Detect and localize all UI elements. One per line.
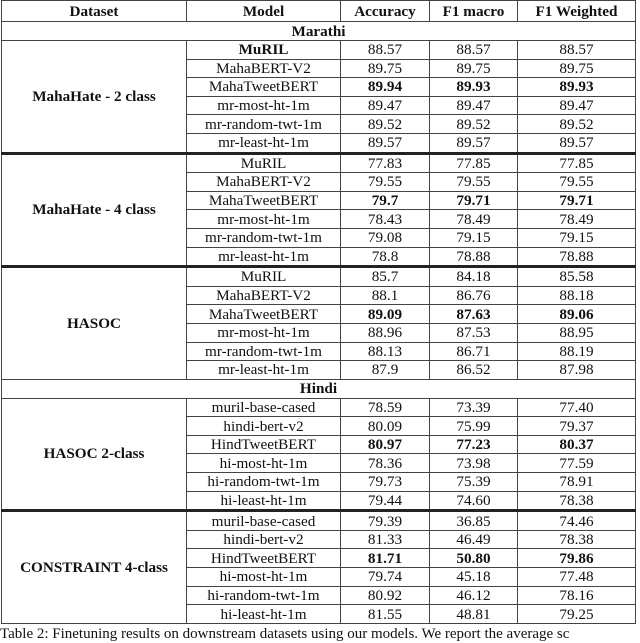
f1-macro-cell: 89.52 xyxy=(430,115,518,134)
header-f1-weighted: F1 Weighted xyxy=(518,1,636,22)
table-caption: Table 2: Finetuning results on downstream datasets using our models. We report the average sc xyxy=(0,626,570,642)
f1-macro-cell: 87.53 xyxy=(430,323,518,342)
f1-weighted-cell: 77.85 xyxy=(518,153,636,173)
accuracy-cell: 79.74 xyxy=(341,568,430,587)
accuracy-cell: 81.71 xyxy=(341,549,430,568)
model-cell: HindTweetBERT xyxy=(187,435,341,454)
f1-macro-cell: 89.57 xyxy=(430,133,518,153)
table-row xyxy=(2,153,636,173)
f1-macro-cell: 84.18 xyxy=(430,267,518,287)
model-cell: MuRIL xyxy=(187,267,341,287)
accuracy-cell: 89.94 xyxy=(341,78,430,97)
f1-weighted-cell: 89.57 xyxy=(518,133,636,153)
dataset-cell: MahaHate - 2 class xyxy=(2,41,187,154)
model-cell: hindi-bert-v2 xyxy=(187,417,341,436)
f1-weighted-cell: 88.18 xyxy=(518,286,636,305)
accuracy-cell: 88.96 xyxy=(341,323,430,342)
f1-weighted-cell: 78.38 xyxy=(518,530,636,549)
language-row xyxy=(2,22,636,41)
f1-weighted-cell: 80.37 xyxy=(518,435,636,454)
model-cell: hi-most-ht-1m xyxy=(187,454,341,473)
f1-weighted-cell: 88.57 xyxy=(518,41,636,60)
header-model: Model xyxy=(187,1,341,22)
accuracy-cell: 79.55 xyxy=(341,173,430,192)
accuracy-cell: 88.57 xyxy=(341,41,430,60)
f1-macro-cell: 50.80 xyxy=(430,549,518,568)
f1-macro-cell: 77.23 xyxy=(430,435,518,454)
accuracy-cell: 89.52 xyxy=(341,115,430,134)
f1-weighted-cell: 79.71 xyxy=(518,191,636,210)
f1-macro-cell: 86.76 xyxy=(430,286,518,305)
accuracy-cell: 79.44 xyxy=(341,491,430,511)
accuracy-cell: 79.7 xyxy=(341,191,430,210)
f1-weighted-cell: 78.16 xyxy=(518,586,636,605)
model-cell: MahaTweetBERT xyxy=(187,305,341,324)
model-cell: hi-random-twt-1m xyxy=(187,586,341,605)
f1-weighted-cell: 89.47 xyxy=(518,96,636,115)
f1-macro-cell: 79.15 xyxy=(430,228,518,247)
accuracy-cell: 78.36 xyxy=(341,454,430,473)
f1-weighted-cell: 77.59 xyxy=(518,454,636,473)
accuracy-cell: 87.9 xyxy=(341,361,430,380)
f1-weighted-cell: 89.93 xyxy=(518,78,636,97)
table-row xyxy=(2,41,636,60)
f1-weighted-cell: 78.91 xyxy=(518,473,636,492)
f1-macro-cell: 89.47 xyxy=(430,96,518,115)
language-label: Hindi xyxy=(2,379,636,398)
results-table xyxy=(1,0,636,624)
accuracy-cell: 80.97 xyxy=(341,435,430,454)
f1-macro-cell: 89.75 xyxy=(430,59,518,78)
model-cell: muril-base-cased xyxy=(187,511,341,531)
f1-macro-cell: 78.49 xyxy=(430,210,518,229)
model-cell: mr-least-ht-1m xyxy=(187,247,341,267)
model-cell: hi-random-twt-1m xyxy=(187,473,341,492)
accuracy-cell: 78.59 xyxy=(341,398,430,417)
f1-weighted-cell: 85.58 xyxy=(518,267,636,287)
accuracy-cell: 89.47 xyxy=(341,96,430,115)
model-cell: mr-most-ht-1m xyxy=(187,96,341,115)
accuracy-cell: 79.08 xyxy=(341,228,430,247)
table-row xyxy=(2,398,636,417)
f1-weighted-cell: 79.15 xyxy=(518,228,636,247)
f1-weighted-cell: 77.48 xyxy=(518,568,636,587)
model-cell: mr-random-twt-1m xyxy=(187,342,341,361)
language-label: Marathi xyxy=(2,22,636,41)
model-cell: mr-random-twt-1m xyxy=(187,228,341,247)
model-cell: MuRIL xyxy=(187,153,341,173)
accuracy-cell: 88.13 xyxy=(341,342,430,361)
model-cell: MahaBERT-V2 xyxy=(187,286,341,305)
f1-weighted-cell: 78.88 xyxy=(518,247,636,267)
model-cell: MahaTweetBERT xyxy=(187,191,341,210)
accuracy-cell: 77.83 xyxy=(341,153,430,173)
f1-macro-cell: 78.88 xyxy=(430,247,518,267)
f1-macro-cell: 79.71 xyxy=(430,191,518,210)
f1-weighted-cell: 78.38 xyxy=(518,491,636,511)
model-cell: hindi-bert-v2 xyxy=(187,530,341,549)
header-row xyxy=(2,1,636,22)
f1-weighted-cell: 79.37 xyxy=(518,417,636,436)
f1-weighted-cell: 89.52 xyxy=(518,115,636,134)
f1-weighted-cell: 74.46 xyxy=(518,511,636,531)
f1-macro-cell: 79.55 xyxy=(430,173,518,192)
model-cell: mr-most-ht-1m xyxy=(187,323,341,342)
f1-weighted-cell: 77.40 xyxy=(518,398,636,417)
header-f1-macro: F1 macro xyxy=(430,1,518,22)
model-cell: mr-random-twt-1m xyxy=(187,115,341,134)
f1-weighted-cell: 78.49 xyxy=(518,210,636,229)
f1-macro-cell: 75.39 xyxy=(430,473,518,492)
accuracy-cell: 78.8 xyxy=(341,247,430,267)
accuracy-cell: 89.75 xyxy=(341,59,430,78)
f1-macro-cell: 46.12 xyxy=(430,586,518,605)
f1-macro-cell: 77.85 xyxy=(430,153,518,173)
f1-macro-cell: 89.93 xyxy=(430,78,518,97)
model-cell: mr-least-ht-1m xyxy=(187,133,341,153)
f1-macro-cell: 87.63 xyxy=(430,305,518,324)
f1-macro-cell: 36.85 xyxy=(430,511,518,531)
table-row xyxy=(2,267,636,287)
f1-macro-cell: 86.52 xyxy=(430,361,518,380)
f1-weighted-cell: 88.19 xyxy=(518,342,636,361)
f1-macro-cell: 46.49 xyxy=(430,530,518,549)
accuracy-cell: 80.09 xyxy=(341,417,430,436)
accuracy-cell: 89.57 xyxy=(341,133,430,153)
model-cell: MahaBERT-V2 xyxy=(187,59,341,78)
f1-macro-cell: 75.99 xyxy=(430,417,518,436)
f1-macro-cell: 86.71 xyxy=(430,342,518,361)
model-cell: hi-most-ht-1m xyxy=(187,568,341,587)
model-cell: MahaBERT-V2 xyxy=(187,173,341,192)
f1-macro-cell: 88.57 xyxy=(430,41,518,60)
f1-weighted-cell: 89.75 xyxy=(518,59,636,78)
model-cell: mr-least-ht-1m xyxy=(187,361,341,380)
header-dataset: Dataset xyxy=(2,1,187,22)
accuracy-cell: 81.33 xyxy=(341,530,430,549)
header-accuracy: Accuracy xyxy=(341,1,430,22)
model-cell: mr-most-ht-1m xyxy=(187,210,341,229)
f1-macro-cell: 74.60 xyxy=(430,491,518,511)
dataset-cell: HASOC xyxy=(2,267,187,380)
accuracy-cell: 80.92 xyxy=(341,586,430,605)
model-cell: hi-least-ht-1m xyxy=(187,605,341,624)
accuracy-cell: 89.09 xyxy=(341,305,430,324)
f1-weighted-cell: 79.25 xyxy=(518,605,636,624)
f1-weighted-cell: 87.98 xyxy=(518,361,636,380)
dataset-cell: CONSTRAINT 4-class xyxy=(2,511,187,624)
f1-weighted-cell: 79.86 xyxy=(518,549,636,568)
accuracy-cell: 81.55 xyxy=(341,605,430,624)
model-cell: MuRIL xyxy=(187,41,341,60)
model-cell: HindTweetBERT xyxy=(187,549,341,568)
f1-macro-cell: 73.98 xyxy=(430,454,518,473)
language-row xyxy=(2,379,636,398)
model-cell: MahaTweetBERT xyxy=(187,78,341,97)
f1-macro-cell: 73.39 xyxy=(430,398,518,417)
accuracy-cell: 88.1 xyxy=(341,286,430,305)
model-cell: muril-base-cased xyxy=(187,398,341,417)
f1-weighted-cell: 89.06 xyxy=(518,305,636,324)
accuracy-cell: 79.39 xyxy=(341,511,430,531)
accuracy-cell: 79.73 xyxy=(341,473,430,492)
dataset-cell: MahaHate - 4 class xyxy=(2,153,187,267)
accuracy-cell: 85.7 xyxy=(341,267,430,287)
accuracy-cell: 78.43 xyxy=(341,210,430,229)
model-cell: hi-least-ht-1m xyxy=(187,491,341,511)
f1-weighted-cell: 79.55 xyxy=(518,173,636,192)
f1-macro-cell: 45.18 xyxy=(430,568,518,587)
f1-weighted-cell: 88.95 xyxy=(518,323,636,342)
table-body xyxy=(2,22,636,624)
dataset-cell: HASOC 2-class xyxy=(2,398,187,511)
f1-macro-cell: 48.81 xyxy=(430,605,518,624)
table-row xyxy=(2,511,636,531)
